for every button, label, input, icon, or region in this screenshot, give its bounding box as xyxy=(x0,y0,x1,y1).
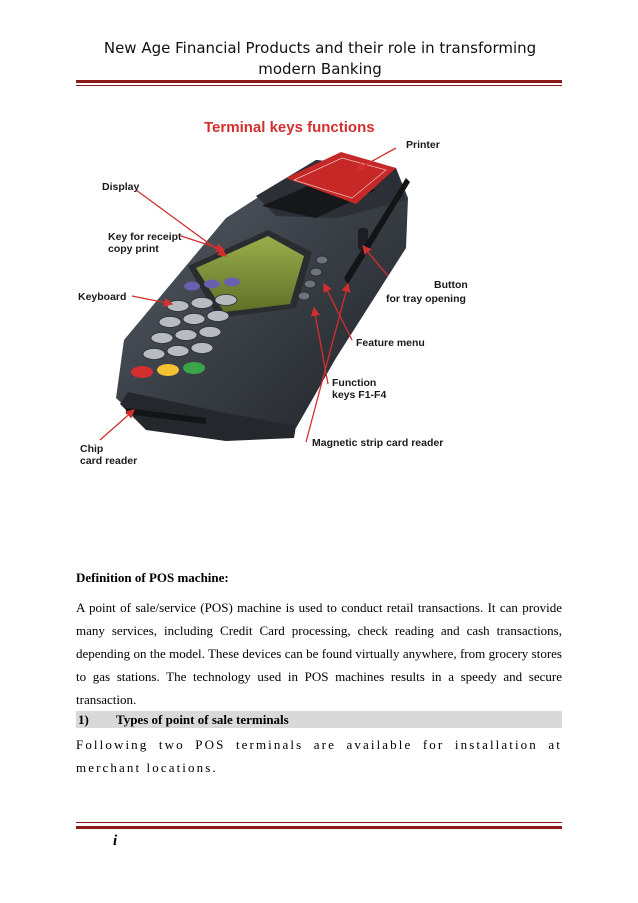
definition-paragraph: A point of sale/service (POS) machine is used to conduct retail transactions. It can provide many services, including Credit Card processing, check reading and cash transactions, depending on the model. These devices can be found virtually anywhere, from grocery stores to gas stations. The technology used in POS machines results in a speedy and secure transaction. xyxy=(76,600,562,707)
label-magnetic-strip: Magnetic strip card reader xyxy=(312,437,444,449)
section-title: Types of point of sale terminals xyxy=(116,712,289,727)
page-header xyxy=(70,38,570,80)
header-rule-thick xyxy=(76,80,562,83)
footer-rule-thin xyxy=(76,822,562,823)
definition-heading: Definition of POS machine: xyxy=(76,570,229,585)
header-rule-thin xyxy=(76,85,562,86)
page-number: i xyxy=(113,833,118,849)
section-number: 1) xyxy=(78,712,89,727)
label-chip-line2: card reader xyxy=(80,455,138,467)
label-display: Display xyxy=(102,181,140,193)
label-receipt-line1: Key for receipt xyxy=(108,231,182,243)
label-feature-menu: Feature menu xyxy=(356,337,425,349)
label-function-line1: Function xyxy=(332,377,377,389)
label-function-line2: keys F1-F4 xyxy=(332,389,387,401)
section-paragraph: Following two POS terminals are available for installation at merchant locations. xyxy=(76,737,562,775)
footer-rule-thick xyxy=(76,826,562,829)
label-receipt-line2: copy print xyxy=(108,243,159,255)
figure-title: Terminal keys functions xyxy=(204,119,375,136)
label-button-line2: for tray opening xyxy=(386,293,466,305)
label-keyboard: Keyboard xyxy=(78,291,127,303)
header-title-line2: modern Banking xyxy=(258,60,382,78)
pos-terminal-figure xyxy=(76,108,562,480)
pos-terminal-illustration xyxy=(76,108,562,480)
header-title-line1: New Age Financial Products and their role in transforming xyxy=(103,39,537,57)
label-button-line1: Button xyxy=(434,279,468,291)
label-printer: Printer xyxy=(406,139,440,151)
label-chip-line1: Chip xyxy=(80,443,104,455)
